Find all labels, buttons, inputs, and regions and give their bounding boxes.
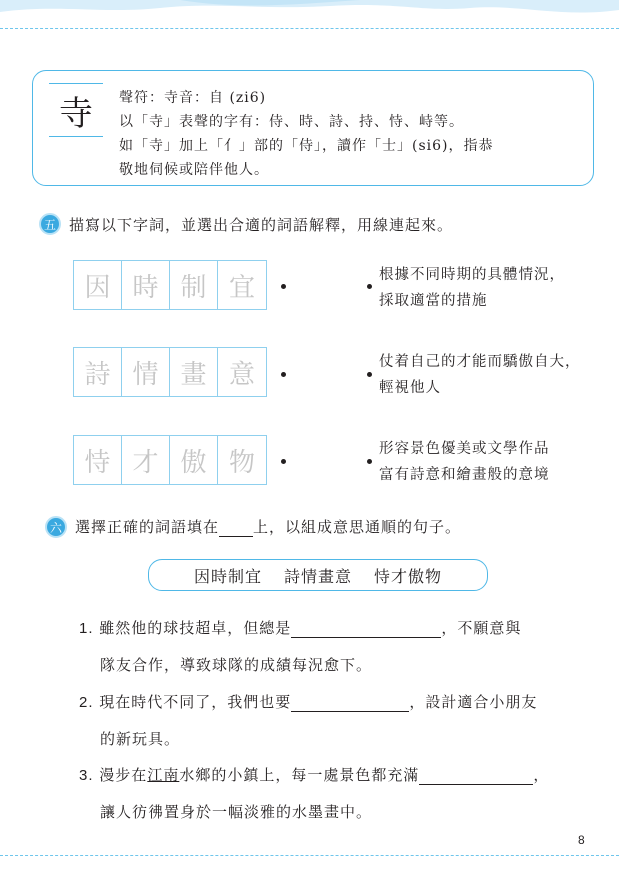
question-2-text-b: ，設計適合小朋友 — [409, 693, 538, 711]
question-1-line-2: 隊友合作，導致球隊的成績每況愈下。 — [100, 656, 373, 674]
question-1-line-1 — [79, 617, 521, 638]
trace-cell[interactable]: 制 — [170, 261, 218, 309]
meaning-3-line-2: 富有詩意和繪畫般的意境 — [379, 467, 550, 483]
note-character: 寺 — [49, 83, 103, 137]
word-bank — [148, 559, 488, 591]
question-1-number: 1. — [79, 620, 94, 637]
note-line-3: 如「寺」加上「亻」部的「侍」，讀作「士」(si6)，指恭 — [119, 138, 494, 154]
meaning-1 — [379, 262, 565, 314]
section-6-instruction-part-2: 上，以組成意思通順的句子。 — [253, 518, 462, 536]
blank-sample — [219, 522, 253, 537]
question-2-text-a: 現在時代不同了，我們也要 — [99, 693, 292, 711]
trace-grid-3[interactable] — [73, 435, 267, 485]
meaning-2-line-2: 輕視他人 — [379, 380, 441, 396]
trace-cell[interactable]: 宜 — [228, 272, 255, 303]
meaning-1-line-1: 根據不同時期的具體情況， — [379, 267, 565, 283]
meaning-2-line-1: 仗着自己的才能而驕傲自大， — [379, 354, 581, 370]
question-3-line-1 — [79, 764, 549, 785]
answer-blank-1[interactable] — [291, 621, 441, 638]
section-6-badge: 六 — [45, 516, 67, 538]
note-line-4: 敬地伺候或陪伴他人。 — [119, 162, 269, 178]
answer-blank-2[interactable] — [291, 695, 409, 712]
trace-cell[interactable]: 恃 — [74, 436, 122, 484]
section-6-instruction — [75, 516, 461, 537]
character-note-box — [32, 70, 594, 186]
answer-blank-3[interactable] — [419, 768, 533, 785]
bottom-dashed-border — [0, 855, 619, 856]
question-2-line-1 — [79, 691, 537, 712]
question-3-text-a: 漫步在 — [99, 766, 148, 784]
trace-cell[interactable]: 才 — [122, 436, 170, 484]
trace-cell[interactable]: 情 — [122, 348, 170, 396]
meaning-connect-dot-3[interactable] — [367, 459, 372, 464]
word-connect-dot-3[interactable] — [281, 459, 286, 464]
meaning-1-line-2: 採取適當的措施 — [379, 293, 488, 309]
question-1-text-b: ，不願意與 — [441, 619, 522, 637]
top-dashed-border — [0, 28, 619, 29]
trace-cell[interactable]: 物 — [228, 447, 255, 478]
trace-cell[interactable]: 詩 — [74, 348, 122, 396]
trace-grid-2[interactable] — [73, 347, 267, 397]
trace-cell[interactable]: 畫 — [170, 348, 218, 396]
trace-cell[interactable]: 時 — [122, 261, 170, 309]
trace-grid-1[interactable] — [73, 260, 267, 310]
question-1-text-a: 雖然他的球技超卓，但總是 — [99, 619, 292, 637]
word-bank-item: 因時制宜 — [193, 566, 262, 586]
note-line-2: 以「寺」表聲的字有：侍、時、詩、持、恃、峙等。 — [119, 114, 464, 130]
section-5-instruction: 描寫以下字詞，並選出合適的詞語解釋，用線連起來。 — [69, 216, 454, 234]
trace-cell[interactable]: 因 — [74, 261, 122, 309]
section-5-badge: 五 — [39, 213, 61, 235]
meaning-3-line-1: 形容景色優美或文學作品 — [379, 441, 550, 457]
section-6-instruction-part-1: 選擇正確的詞語填在 — [75, 518, 220, 536]
question-3-text-b: 水鄉的小鎮上，每一處景色都充滿 — [179, 766, 420, 784]
word-bank-item: 詩情畫意 — [283, 566, 352, 586]
question-2-line-2: 的新玩具。 — [100, 730, 181, 748]
meaning-2 — [379, 349, 581, 401]
meaning-connect-dot-2[interactable] — [367, 372, 372, 377]
page-number: 8 — [578, 833, 585, 847]
word-connect-dot-2[interactable] — [281, 372, 286, 377]
meaning-connect-dot-1[interactable] — [367, 284, 372, 289]
question-2-number: 2. — [79, 694, 94, 711]
note-line-1: 聲符：寺音：自 (zi6) — [119, 90, 267, 106]
trace-cell[interactable]: 意 — [228, 359, 255, 390]
question-3-line-2: 讓人彷彿置身於一幅淡雅的水墨畫中。 — [100, 803, 373, 821]
word-connect-dot-1[interactable] — [281, 284, 286, 289]
question-3-number: 3. — [79, 767, 94, 784]
trace-cell[interactable]: 傲 — [170, 436, 218, 484]
question-3-place-name: 江南 — [147, 766, 180, 784]
word-bank-item: 恃才傲物 — [374, 566, 443, 586]
meaning-3 — [379, 436, 550, 488]
question-3-text-c: ， — [533, 766, 550, 784]
